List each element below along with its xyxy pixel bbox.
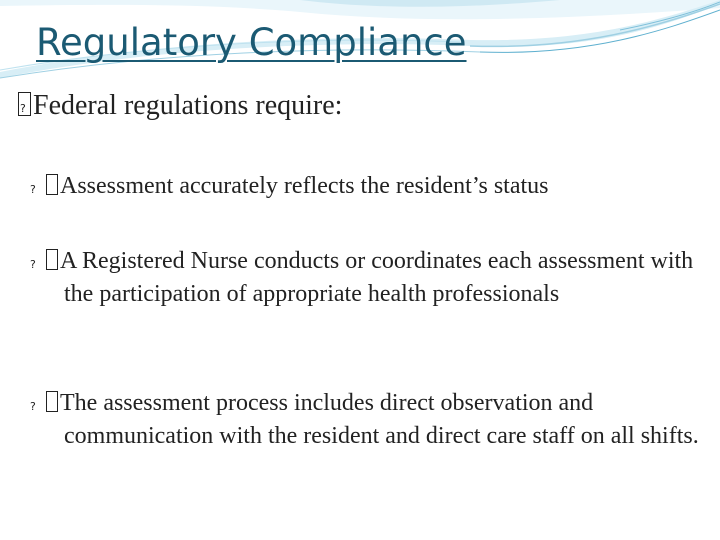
missing-glyph-box-icon (18, 92, 31, 116)
bullet-item (46, 245, 714, 311)
bullet-item (46, 170, 714, 203)
bullet-text: A Registered Nurse conducts or coordinates each assessment with the participation of appropriate health professionals (60, 248, 694, 307)
intro-text: Federal regulations require: (33, 90, 343, 121)
slide-title: Regulatory Compliance (36, 21, 467, 64)
missing-glyph-box-icon (46, 249, 58, 270)
intro-line (18, 88, 342, 124)
missing-glyph-box-icon (46, 174, 58, 195)
bullet-item (46, 387, 714, 453)
bullet-text: The assessment process includes direct observation and communication with the resident and direct care staff on all shifts. (60, 390, 699, 449)
missing-glyph-box-icon (46, 391, 58, 412)
bullet-text: Assessment accurately reflects the resident’s status (60, 173, 549, 199)
